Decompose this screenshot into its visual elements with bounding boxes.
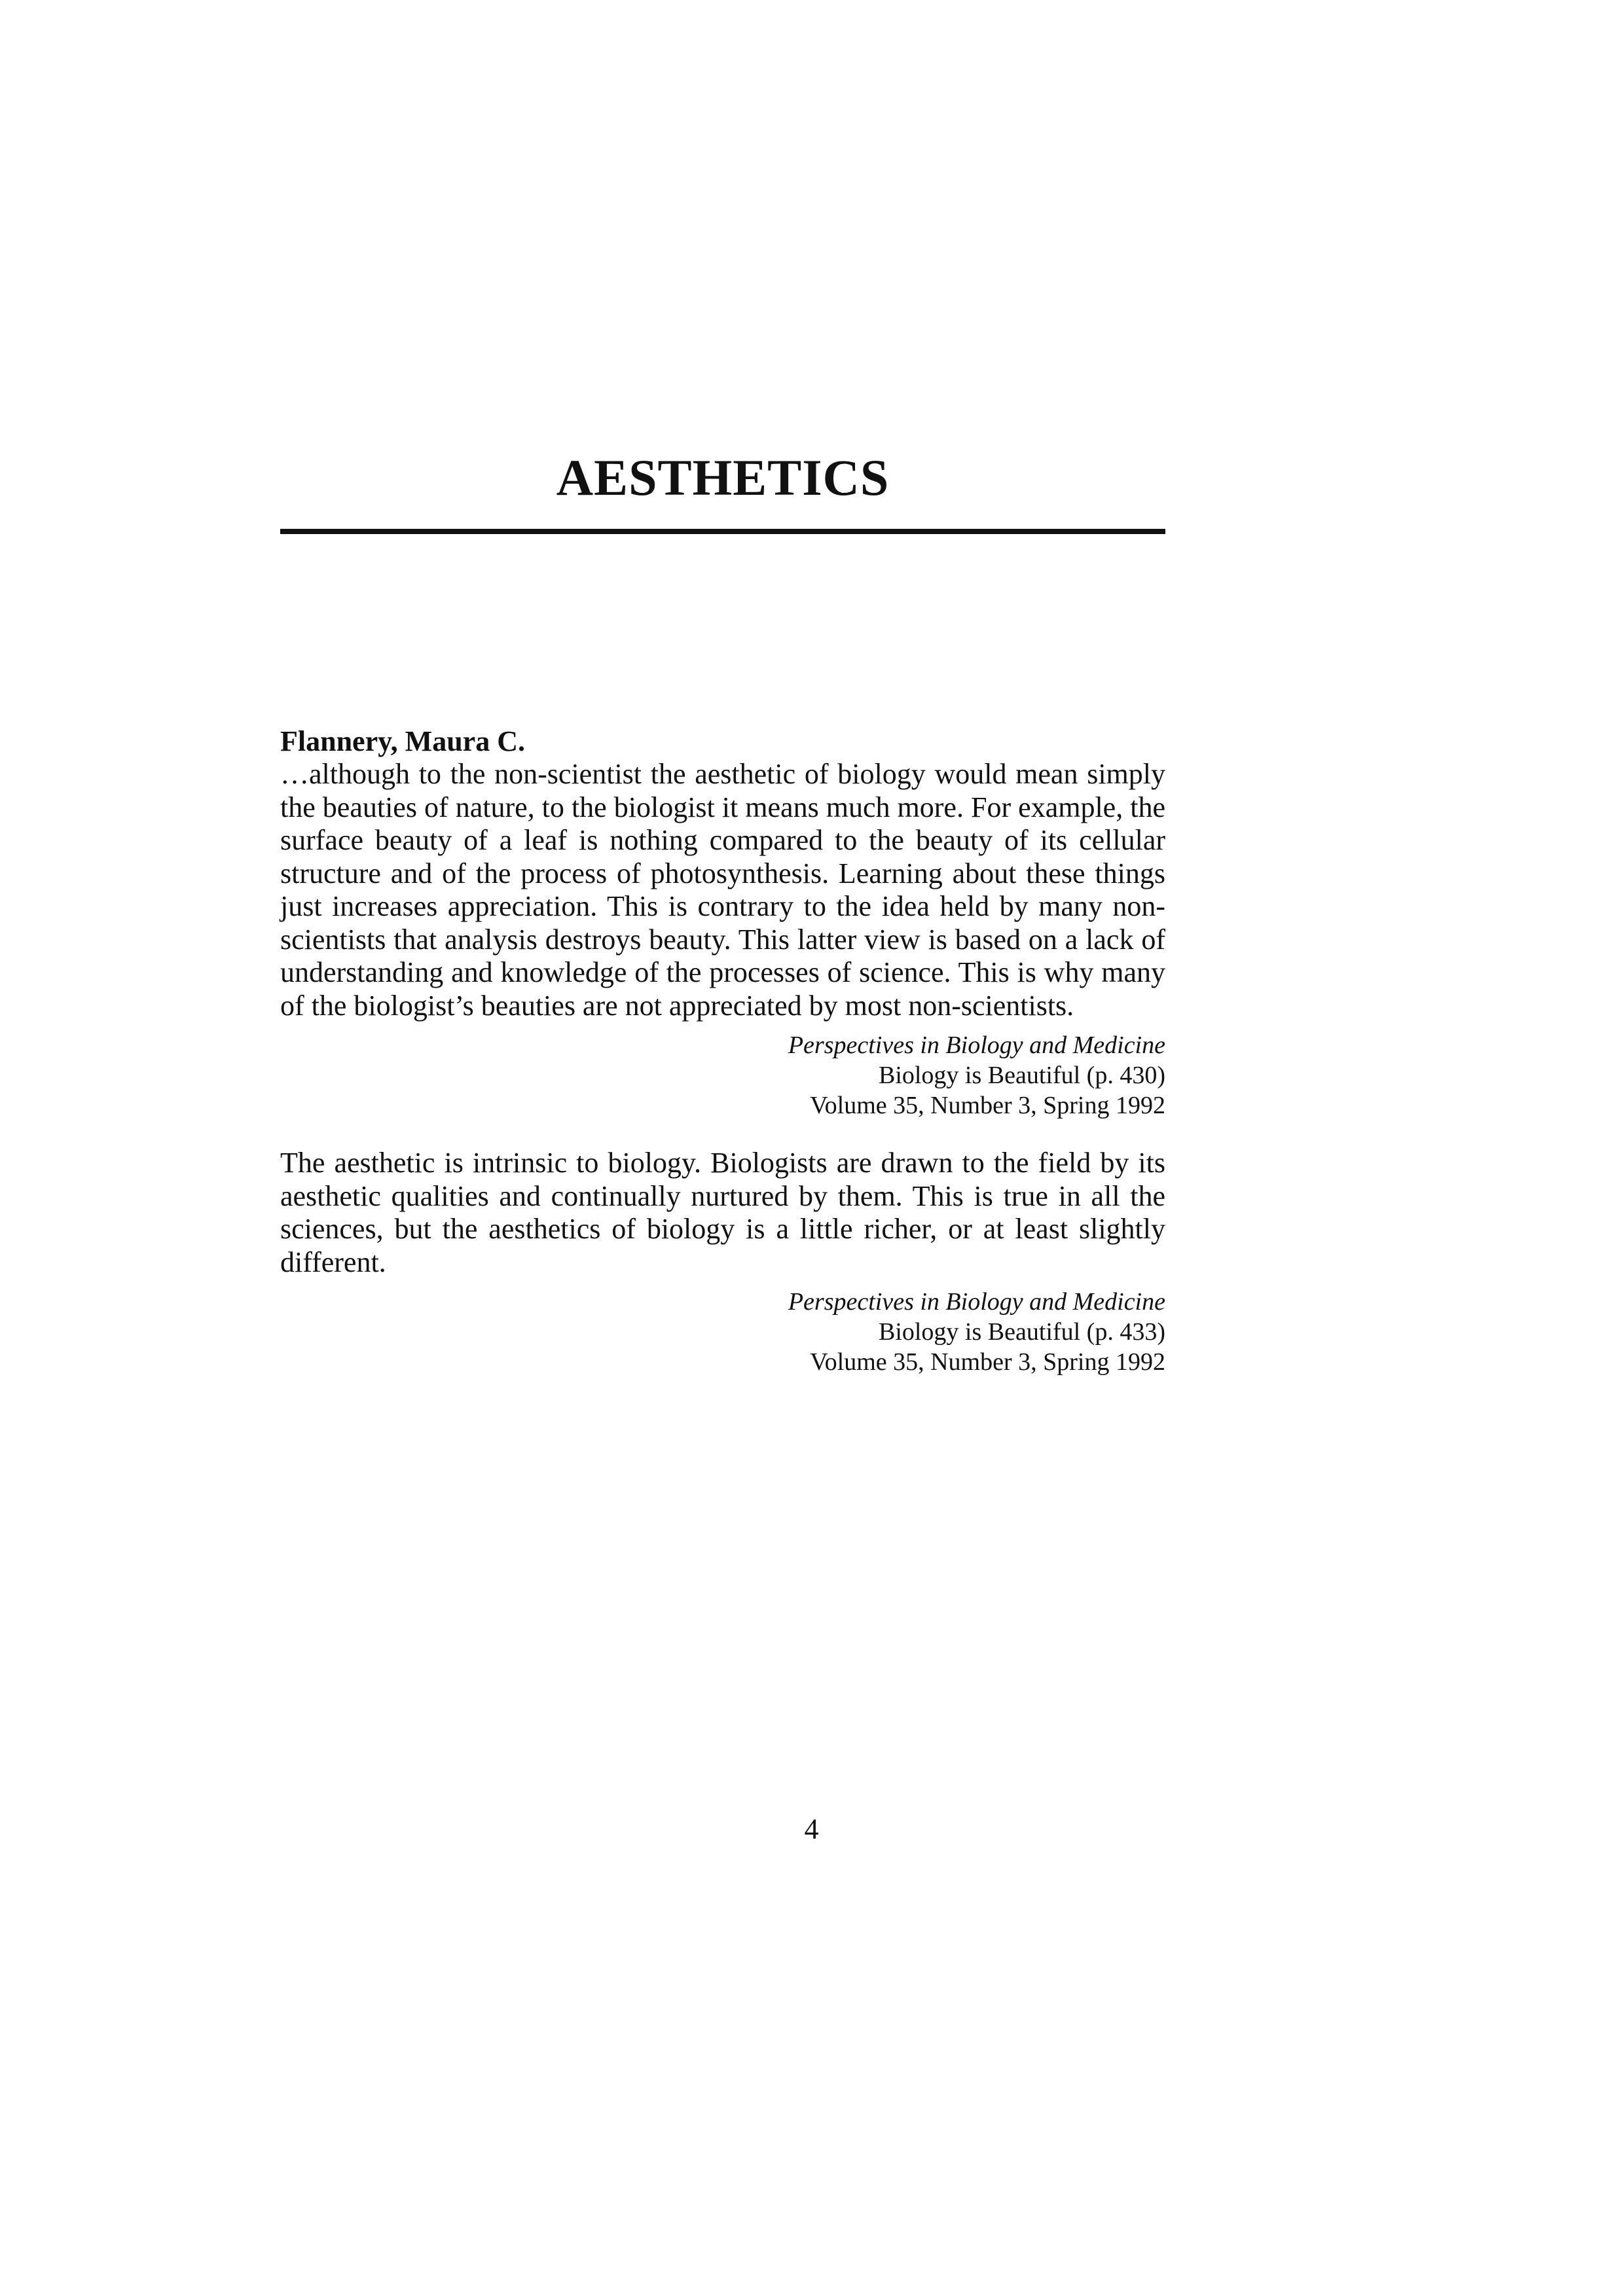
citation-issue: Volume 35, Number 3, Spring 1992 [810, 1348, 1165, 1376]
citation-journal: Perspectives in Biology and Medicine [788, 1031, 1165, 1059]
page-number: 4 [804, 1813, 819, 1845]
citation-issue: Volume 35, Number 3, Spring 1992 [810, 1092, 1165, 1119]
citation-article: Biology is Beautiful (p. 433) [878, 1318, 1165, 1346]
citation-journal: Perspectives in Biology and Medicine [788, 1288, 1165, 1316]
entry [280, 725, 1165, 1377]
quote-text: …although to the non-scientist the aesthetic of biology would mean simply the beauties of nature, to the biologist it means much more. For example, the surface beauty of a leaf is nothing compared to the beauty of its cellular structure and of the process of photosynthesis. Learning about these things just increases appreciation. This is contrary to the idea held by many non-scientists that analysis destroys beauty. This latter view is based on a lack of understanding and knowledge of the processes of science. This is why many of the biologist’s beauties are not appreciated by most non-scientists. [280, 758, 1165, 1022]
quote-text: The aesthetic is intrinsic to biology. Biologists are drawn to the field by its aesthetic qualities and continually nurtured by them. This is true in all the sciences, but the aesthetics of biology is a little richer, or at least slightly different. [280, 1147, 1165, 1278]
page-title: AESTHETICS [556, 449, 890, 506]
title-divider [280, 529, 1165, 534]
author-name: Flannery, Maura C. [280, 725, 525, 757]
citation [280, 1030, 1165, 1121]
citation [280, 1287, 1165, 1377]
citation-article: Biology is Beautiful (p. 430) [878, 1062, 1165, 1089]
